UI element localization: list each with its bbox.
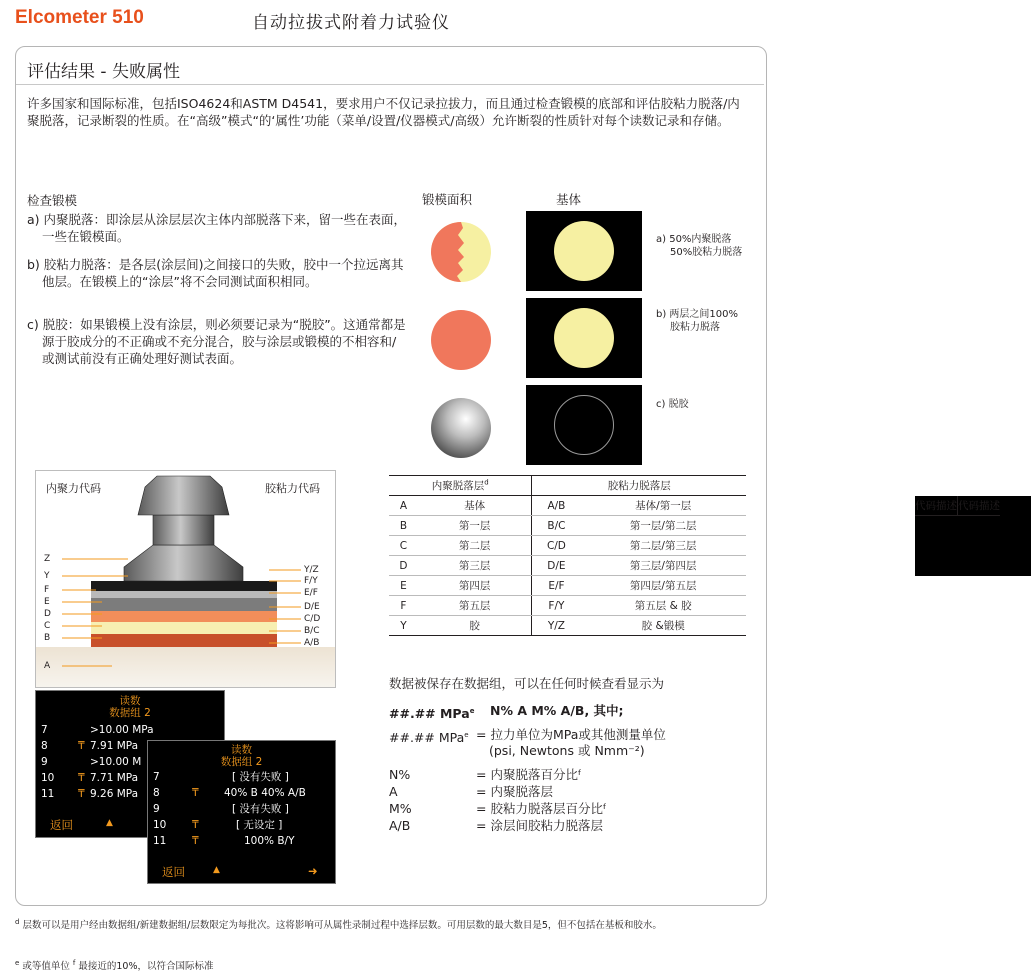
intro-paragraph: 许多国家和国际标准，包括ISO4624和ASTM D4541，要求用户不仅记录拉拔力，而且通过检查锻模的底部和评估胶粘力脱落/内聚脱落，记录断裂的性质。在“高级”模式“的‘属性’功能（菜单/设置/仪器模式/高级）允许断裂的性质针对每个读数记录和存储。 bbox=[27, 96, 740, 128]
def-desc: = 涂层间胶粘力脱落层 bbox=[476, 818, 603, 833]
brand-name: Elcometer 510 bbox=[15, 7, 144, 28]
layer-code-e-f: E/F bbox=[304, 588, 318, 598]
readings-screen-attributes bbox=[147, 740, 336, 884]
screen2-row-n: 10 bbox=[153, 819, 167, 831]
failure-codes-table bbox=[389, 475, 1000, 636]
def-term: M% bbox=[389, 801, 412, 816]
screen2-row-value: [ 没有失败 ] bbox=[232, 803, 289, 815]
desc-glue-failure: c) 脱胶 bbox=[656, 399, 689, 410]
section-title: 评估结果 - 失败属性 bbox=[27, 62, 180, 82]
title-divider bbox=[16, 84, 764, 85]
screen2-row-n: 11 bbox=[153, 835, 167, 847]
layer-code-z: Z bbox=[44, 554, 51, 564]
def-term: ##.## MPa$^e$ bbox=[389, 730, 469, 746]
screen1-row-value: >10.00 M bbox=[90, 756, 142, 768]
substrate-adhesive-image bbox=[526, 298, 642, 378]
screen1-row-value: 7.91 MPa bbox=[90, 740, 139, 752]
format-pattern-reading: ##.## MPa$^e$ bbox=[389, 706, 475, 722]
col-code: 代码 bbox=[915, 496, 936, 516]
format-pattern-attributes: N% A M% A/B, 其中; bbox=[490, 703, 624, 718]
dolly-adhesive-image bbox=[431, 310, 491, 370]
screen2-row-value: 100% B/Y bbox=[244, 835, 295, 847]
adhesive-code-title: 胶粘力代码 bbox=[265, 482, 320, 495]
screen2-title: 读数 bbox=[231, 744, 252, 756]
layer-code-b-c: B/C bbox=[304, 626, 320, 636]
up-arrow-icon[interactable]: ▲ bbox=[213, 865, 220, 875]
layer-code-b: B bbox=[44, 633, 51, 643]
exam-item-cohesive: a) 内聚脱落：即涂层从涂层层次主体内部脱落下来，留一些在表面，一些在锻模面。 bbox=[27, 212, 407, 244]
layer-code-y-z: Y/Z bbox=[304, 565, 319, 575]
screen1-row-value: 9.26 MPa bbox=[90, 788, 139, 800]
col-code: 代码 bbox=[958, 496, 980, 516]
exam-item-glue-failure: c) 脱胶：如果锻模上没有涂层，则必须要记录为“脱胶”。这通常都是源于胶成分的不正确或不充分混合，胶与涂层或锻模的不相容和/或测试前没有正确处理好测试表面。 bbox=[27, 317, 406, 366]
def-desc: = 拉力单位为MPa或其他测量单位 bbox=[476, 727, 666, 742]
desc-adhesive: b) 两层之间100% 胶粘力脱落 bbox=[656, 309, 739, 333]
flag-icon: ₸ bbox=[192, 787, 199, 799]
format-intro: 数据被保存在数据组，可以在任何时候查看显示为 bbox=[389, 676, 665, 691]
table-row: F 第五层 F/Y 第五层 & 胶 bbox=[389, 596, 746, 616]
footnote-d: $^d$ 层数可以是用户经由数据组/新建数据组/层数限定为每批次。这将影响可从属性录制过程中选择层数。可用层数的最大数目是5，但不包括在基板和胶水。 bbox=[15, 918, 662, 932]
screen2-row-n: 8 bbox=[153, 787, 160, 799]
dolly-half-cohesive-image bbox=[430, 221, 492, 283]
layer-code-e: E bbox=[44, 597, 50, 607]
screen1-batch: 数据组 2 bbox=[109, 707, 151, 719]
dolly-glue-failure-image bbox=[431, 398, 491, 458]
up-arrow-icon[interactable]: ▲ bbox=[106, 818, 113, 828]
layer-code-d-e: D/E bbox=[304, 602, 320, 612]
screen2-batch: 数据组 2 bbox=[220, 756, 263, 768]
dolly-area-heading: 锻模面积 bbox=[422, 192, 473, 207]
screen2-row-n: 9 bbox=[153, 803, 160, 815]
screen2-back-button[interactable]: 返回 bbox=[162, 865, 185, 879]
flag-icon: ₸ bbox=[78, 772, 85, 784]
layer-code-a-b: A/B bbox=[304, 638, 320, 648]
desc-cohesive: a) 50%内聚脱落 50%胶粘力脱落 bbox=[656, 234, 743, 258]
screen1-row-n: 8 bbox=[41, 740, 48, 752]
substrate-glue-failure-image bbox=[526, 385, 642, 465]
cohesive-code-title: 内聚力代码 bbox=[46, 482, 101, 495]
flag-icon: ₸ bbox=[78, 740, 85, 752]
def-term: A/B bbox=[389, 818, 411, 833]
exam-item-adhesive: b) 胶粘力脱落：是各层(涂层间)之间接口的失败，胶中一个拉远离其他层。在锻模上的“涂层”将不会同测试面积相同。 bbox=[27, 257, 404, 289]
dolly-cross-section-drawing bbox=[36, 471, 335, 687]
screen1-row-n: 11 bbox=[41, 788, 55, 800]
examine-dolly-heading: 检查锻模 bbox=[27, 193, 78, 208]
table-row: D 第三层 D/E 第三层/第四层 bbox=[389, 556, 746, 576]
flag-icon: ₸ bbox=[192, 819, 199, 831]
layer-code-y: Y bbox=[44, 571, 50, 581]
table-row: B 第一层 B/C 第一层/第二层 bbox=[389, 516, 746, 536]
right-arrow-icon[interactable]: ➜ bbox=[308, 864, 318, 878]
screen2-row-value: [ 无设定 ] bbox=[236, 819, 283, 831]
table-row: E 第四层 E/F 第四层/第五层 bbox=[389, 576, 746, 596]
screen1-row-n: 7 bbox=[41, 724, 48, 736]
layer-code-d: D bbox=[44, 609, 51, 619]
def-term: N% bbox=[389, 767, 411, 782]
flag-icon: ₸ bbox=[192, 835, 199, 847]
def-desc-cont: (psi, Newtons 或 Nmm⁻²) bbox=[489, 743, 645, 758]
col-desc: 描述 bbox=[979, 496, 1000, 516]
screen2-row-value: [ 没有失败 ] bbox=[232, 771, 289, 783]
screen2-row-n: 7 bbox=[153, 771, 160, 783]
substrate-half-cohesive-image bbox=[526, 211, 642, 291]
def-desc: = 内聚脱落百分比ᶠ bbox=[476, 767, 582, 782]
layer-code-c: C bbox=[44, 621, 51, 631]
screen1-title: 读数 bbox=[119, 695, 141, 707]
table-row: C 第二层 C/D 第二层/第三层 bbox=[389, 536, 746, 556]
cohesive-group-header: 内聚脱落层$^d$ bbox=[389, 476, 532, 496]
def-desc: = 胶粘力脱落层百分比ᶠ bbox=[476, 801, 607, 816]
screen2-row-value: 40% B 40% A/B bbox=[224, 787, 306, 799]
table-row: A 基体 A/B 基体/第一层 bbox=[389, 496, 746, 516]
col-desc: 描述 bbox=[936, 496, 958, 516]
adhesive-group-header: 胶粘力脱落层 bbox=[532, 476, 746, 496]
footnote-e-f: $^e$ 或等值单位 $^f$ 最接近的10%，以符合国际标准 bbox=[15, 959, 214, 973]
document-title: 自动拉拔式附着力试验仪 bbox=[252, 13, 450, 33]
table-row: Y 胶 Y/Z 胶 &锻模 bbox=[389, 616, 746, 636]
layer-code-c-d: C/D bbox=[304, 614, 321, 624]
layer-code-f-y: F/Y bbox=[304, 576, 318, 586]
substrate-heading: 基体 bbox=[556, 192, 582, 207]
def-desc: = 内聚脱落层 bbox=[476, 784, 553, 799]
flag-icon: ₸ bbox=[78, 788, 85, 800]
layer-code-f: F bbox=[44, 585, 50, 595]
screen1-row-value: 7.71 MPa bbox=[90, 772, 139, 784]
layer-code-a: A bbox=[44, 661, 51, 671]
def-term: A bbox=[389, 784, 398, 799]
screen1-row-n: 10 bbox=[41, 772, 55, 784]
screen1-back-button[interactable]: 返回 bbox=[50, 818, 73, 832]
screen1-row-value: >10.00 MPa bbox=[90, 724, 154, 736]
screen1-row-n: 9 bbox=[41, 756, 48, 768]
layer-code-diagram bbox=[35, 470, 336, 688]
